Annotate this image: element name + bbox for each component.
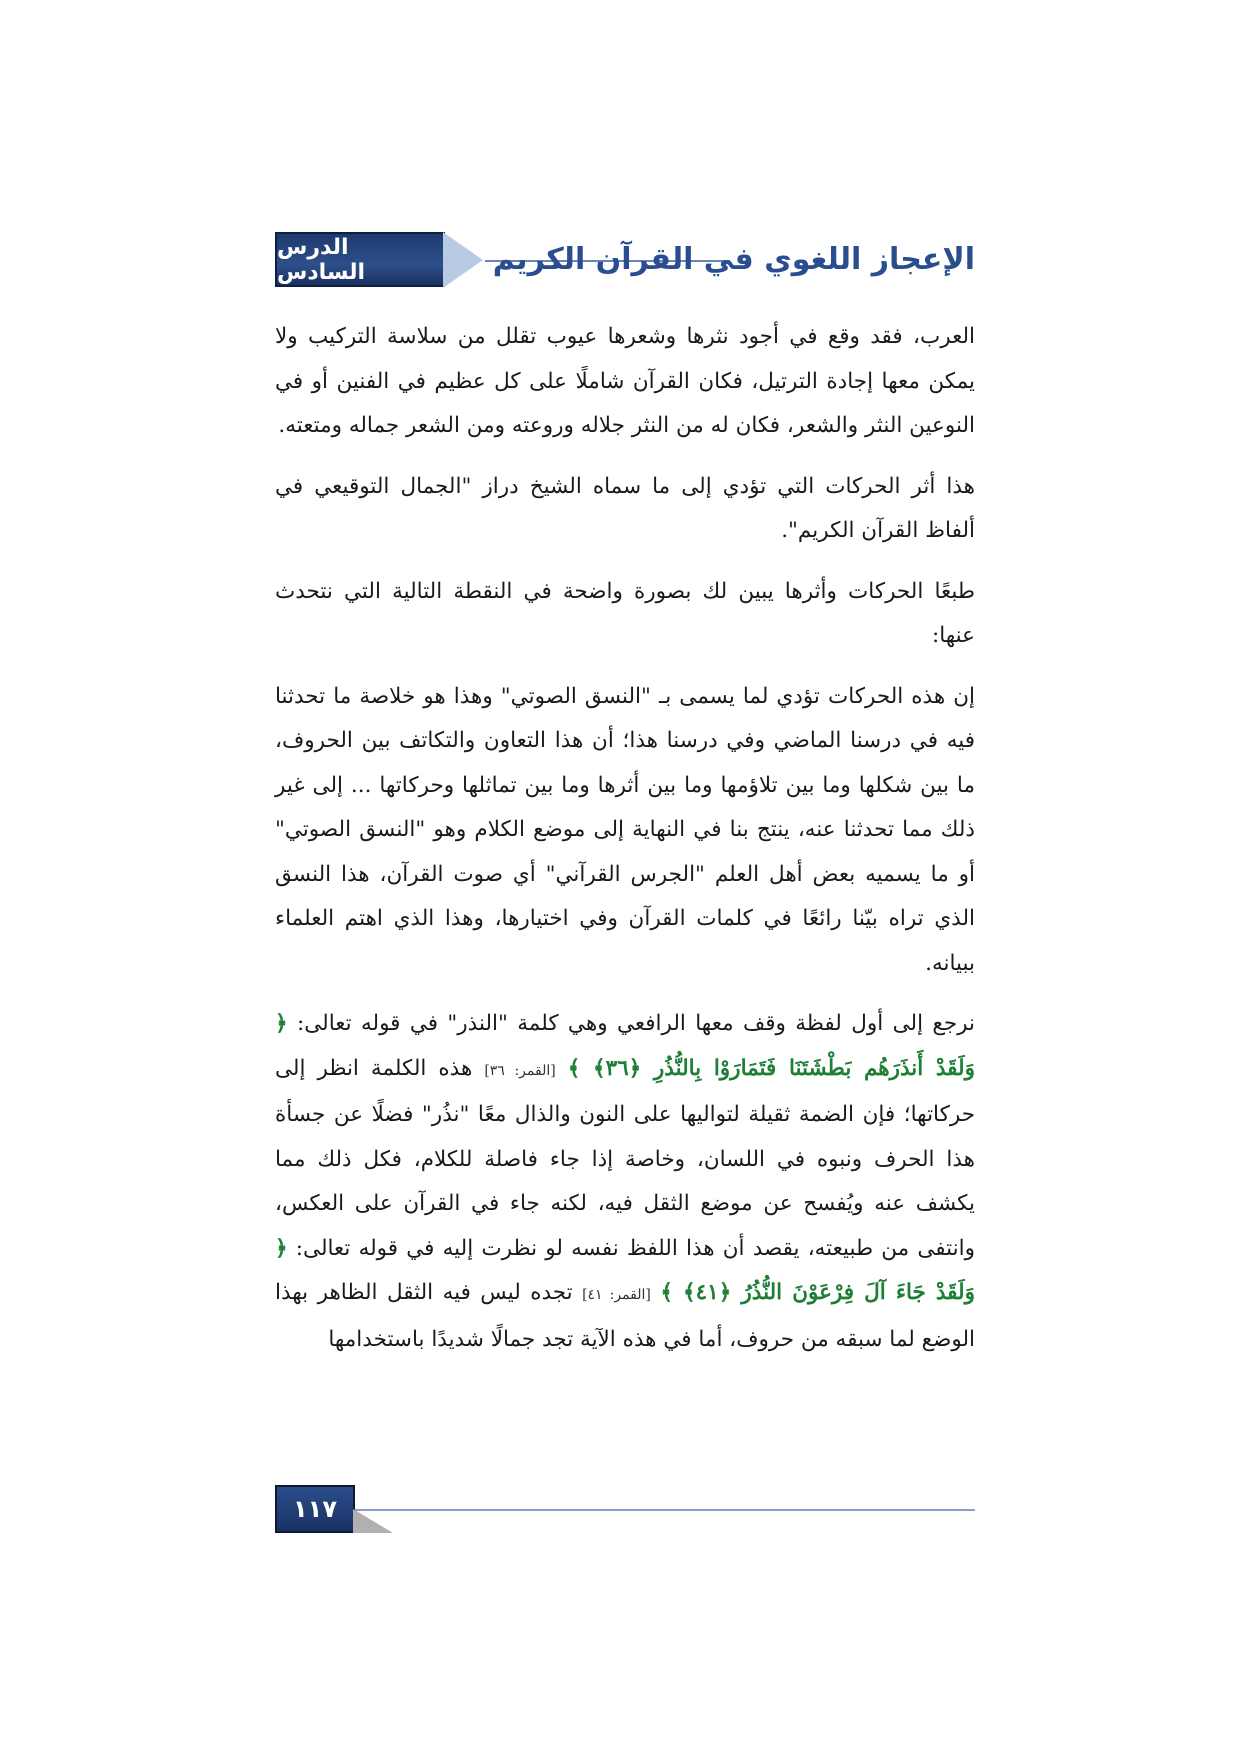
verse-reference: [القمر: ٤١] xyxy=(582,1287,651,1303)
paragraph-end: تجده ليس فيه الثقل الظاهر بهذا الوضع لما سبقه من حروف، أما في هذه الآية تجد جمالًا شديدًا باستخدامها xyxy=(275,1280,975,1352)
paragraph-middle: هذه الكلمة انظر إلى حركاتها؛ فإن الضمة ثقيلة لتواليها على النون والذال معًا "نذُر" فضلًا عن جسأة هذا الحرف ونبوه في اللسان، وخاصة إذا جاء فاصلة للكلام، فكل ذلك مما يكشف عنه ويُفسح عن موضع الثقل فيه، لكنه جاء في القرآن على العكس، وانتفى من طبيعته، يقصد أن هذا اللفظ نفسه لو نظرت إليه في قوله تعالى: xyxy=(275,1055,975,1261)
paragraph: طبعًا الحركات وأثرها يبين لك بصورة واضحة في النقطة التالية التي نتحدث عنها: xyxy=(275,578,975,648)
paragraph-intro: نرجع إلى أول لفظة وقف معها الرافعي وهي كلمة "النذر" في قوله تعالى: xyxy=(297,1011,975,1036)
paragraph: إن هذه الحركات تؤدي لما يسمى بـ "النسق الصوتي" وهذا هو خلاصة ما تحدثنا فيه في درسنا الماضي وفي درسنا هذا؛ أن هذا التعاون والتكاتف بين الحروف، ما بين شكلها وما بين تلاؤمها وما بين أثرها وما بين تماثلها وحركاتها ... إلى غير ذلك مما تحدثنا عنه، ينتج بنا في النهاية إلى موضع الكلام وهو "النسق الصوتي" أو ما يسميه بعض أهل العلم "الجرس القرآني" أي صوت القرآن، هذا النسق الذي تراه بيّنا رائعًا في كلمات القرآن وفي اختيارها، وهذا الذي اهتم العلماء ببيانه. xyxy=(275,683,975,976)
page-number-box xyxy=(275,1485,355,1533)
lesson-label: الدرس السادس xyxy=(277,234,366,285)
book-title: الإعجاز اللغوي في القرآن الكريم xyxy=(492,242,975,277)
page-number-tail xyxy=(353,1509,393,1533)
quran-verse: ﴿ وَلَقَدْ جَاءَ آلَ فِرْعَوْنَ النُّذُرُ ﴿٤١﴾ ﴾ xyxy=(275,1235,975,1305)
paragraph-with-verses xyxy=(275,1002,975,1362)
page-number: ١١٧ xyxy=(293,1495,337,1523)
page-body xyxy=(275,315,975,1378)
quran-verse: ﴿ وَلَقَدْ أَنذَرَهُم بَطْشَتَنَا فَتَمَارَوْا بِالنُّذُرِ ﴿٣٦﴾ ﴾ xyxy=(275,1011,975,1081)
verse-reference: [القمر: ٣٦] xyxy=(484,1062,556,1079)
page-header xyxy=(275,232,975,292)
footer-divider xyxy=(355,1509,975,1511)
lesson-tab-tail xyxy=(443,232,483,288)
page-footer xyxy=(275,1485,975,1535)
paragraph: العرب، فقد وقع في أجود نثرها وشعرها عيوب تقلل من سلاسة التركيب ولا يمكن معها إجادة الترتيل، فكان القرآن شاملًا على كل عظيم في الفنين أو في النوعين النثر والشعر، فكان له من النثر جلاله وروعته ومن الشعر جماله ومتعته. xyxy=(275,324,975,438)
paragraph: هذا أثر الحركات التي تؤدي إلى ما سماه الشيخ دراز "الجمال التوقيعي في ألفاظ القرآن الكريم". xyxy=(275,473,975,543)
lesson-label-box xyxy=(275,232,445,287)
